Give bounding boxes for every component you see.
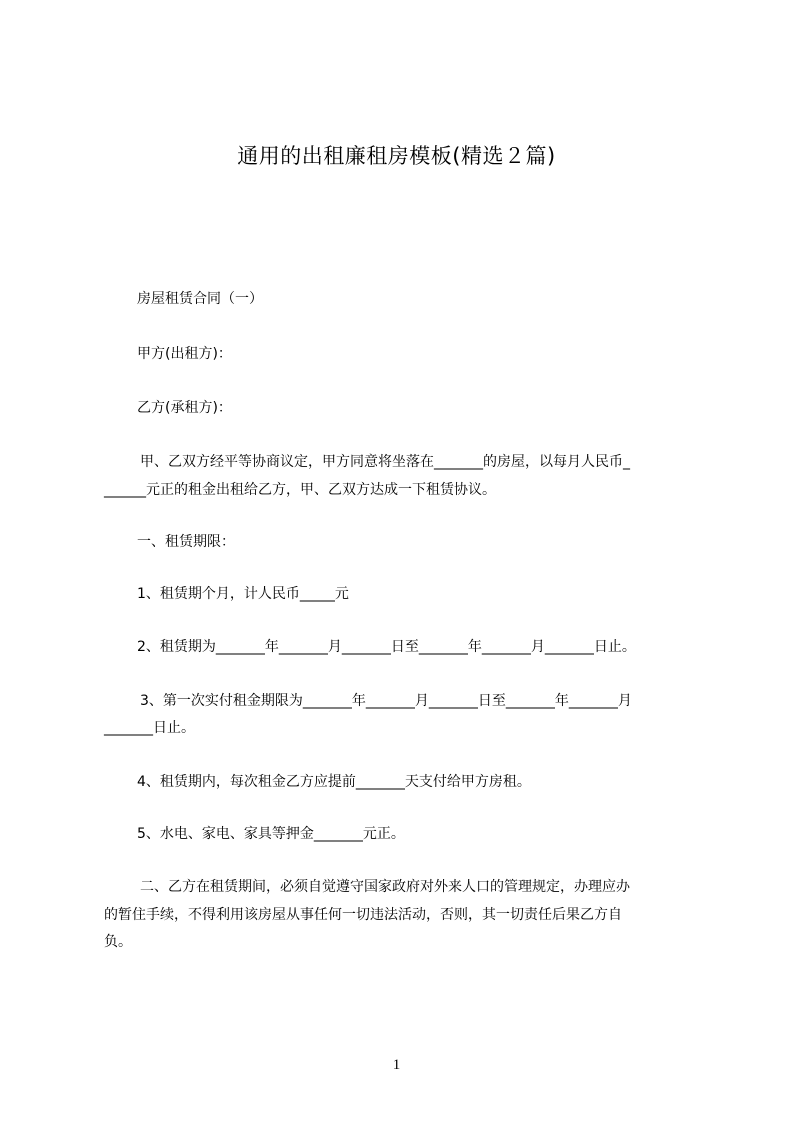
section-2-line-3: 负。 — [104, 934, 132, 950]
party-a-label: 甲方(出租方)： — [137, 346, 232, 362]
intro-paragraph-line-2: ______元正的租金出租给乙方，甲、乙双方达成一下租赁协议。 — [104, 482, 496, 498]
contract-heading: 房屋租赁合同（一） — [137, 291, 263, 307]
lease-term-item-3-line-2: _______日止。 — [104, 720, 195, 736]
intro-paragraph-line-1: 甲、乙双方经平等协商议定，甲方同意将坐落在_______的房屋，以每月人民币_ — [140, 454, 630, 470]
lease-term-item-4: 4、租赁期内，每次租金乙方应提前_______天支付给甲方房租。 — [137, 774, 531, 790]
lease-term-item-5: 5、水电、家电、家具等押金_______元正。 — [137, 826, 405, 842]
page-number: 1 — [392, 1057, 401, 1073]
lease-term-item-2: 2、租赁期为_______年_______月_______日至_______年_______月_______日止。 — [137, 639, 636, 655]
party-b-label: 乙方(承租方)： — [137, 400, 232, 416]
lease-term-item-3-line-1: 3、第一次实付租金期限为_______年_______月_______日至_______年_______月 — [140, 693, 632, 709]
document-title: 通用的出租廉租房模板(精选２篇) — [237, 144, 556, 168]
section-2-line-1: 二、乙方在租赁期间，必须自觉遵守国家政府对外来人口的管理规定，办理应办 — [140, 879, 630, 895]
section-1-title: 一、租赁期限： — [137, 534, 235, 550]
lease-term-item-1: 1、租赁期个月，计人民币_____元 — [137, 586, 349, 602]
section-2-line-2: 的暂住手续，不得利用该房屋从事任何一切违法活动，否则，其一切责任后果乙方自 — [104, 907, 622, 923]
